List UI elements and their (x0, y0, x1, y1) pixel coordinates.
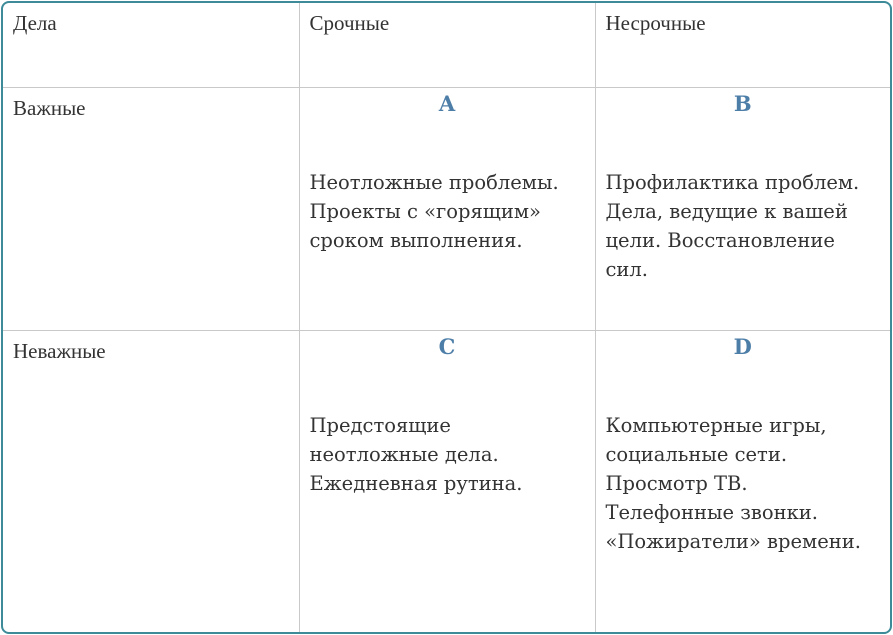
important-row (3, 87, 890, 330)
header-urgent-label: Срочные (309, 11, 390, 35)
quadrant-a-cell (299, 87, 595, 330)
header-row (3, 3, 890, 87)
not-important-row (3, 330, 890, 632)
quadrant-c-text: Предстоящие неотложные дела. Ежедневная рутина. (309, 413, 523, 495)
quadrant-d-text: Компьютерные игры, социальные сети. Просмотр ТВ. Телефонные звонки. «Пожиратели» времени. (605, 413, 861, 553)
quadrant-b-text: Профилактика проблем. Дела, ведущие к вашей цели. Восстановление сил. (605, 170, 860, 281)
header-corner-label: Дела (13, 11, 57, 35)
important-label-cell (3, 87, 299, 330)
header-corner-cell (3, 3, 299, 87)
quadrant-d-letter: D (733, 333, 752, 359)
quadrant-d-cell (595, 330, 890, 632)
quadrant-c-letter: C (438, 333, 456, 359)
header-not-urgent-label: Несрочные (605, 11, 706, 35)
eisenhower-matrix-table (3, 3, 890, 632)
quadrant-b-letter: B (733, 90, 752, 116)
not-important-label-cell (3, 330, 299, 632)
header-urgent-cell (299, 3, 595, 87)
quadrant-c-cell (299, 330, 595, 632)
not-important-row-label: Неважные (13, 338, 106, 363)
important-row-label: Важные (13, 95, 86, 120)
eisenhower-matrix-frame (1, 1, 892, 634)
header-not-urgent-cell (595, 3, 890, 87)
quadrant-b-cell (595, 87, 890, 330)
quadrant-a-letter: A (438, 90, 456, 116)
quadrant-a-text: Неотложные проблемы. Проекты с «горящим» сроком выполнения. (309, 170, 559, 252)
